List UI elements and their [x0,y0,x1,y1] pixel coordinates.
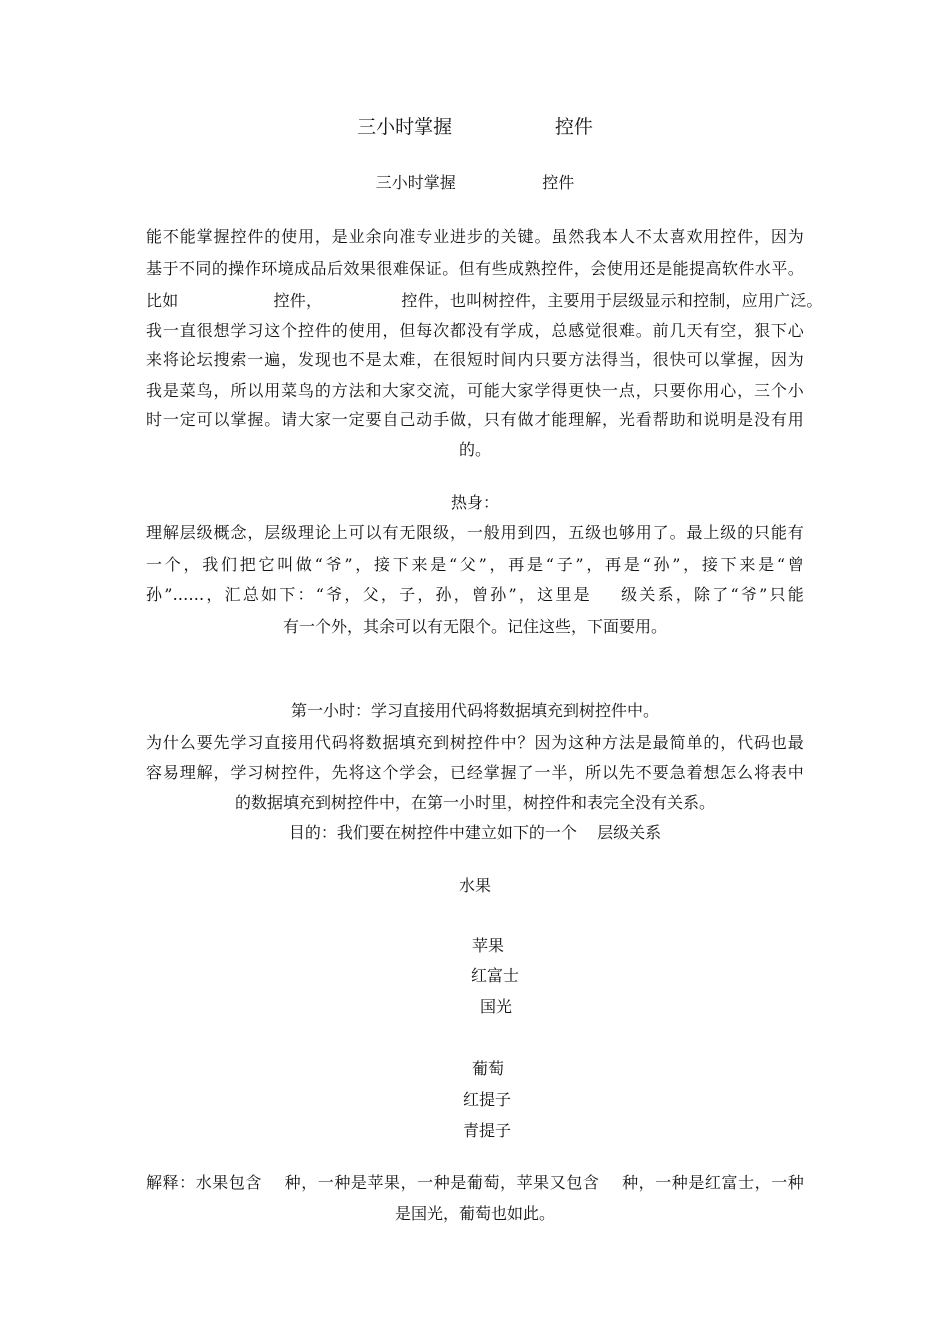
tree-item-apple: 苹果 [471,936,504,955]
explanation-line: 解释：水果包含 种，一种是苹果，一种是葡萄，苹果又包含 种，一种是红富士，一种 [146,1173,804,1192]
hour1-last-line: 的数据填充到树控件中，在第一小时里，树控件和表完全没有关系。 [234,793,715,812]
document-subtitle: 三小时掌握 控件 [375,173,575,192]
tree-root-item: 水果 [458,876,491,895]
document-title: 三小时掌握 控件 [357,116,593,138]
hour1-line: 容易理解，学习树控件，先将这个学会，已经掌握了一半，所以先不要急着想怎么将表中 [146,763,804,782]
hour1-goal: 目的：我们要在树控件中建立如下的一个 层级关系 [288,823,662,842]
tree-item-red-globe: 红提子 [462,1090,511,1109]
explanation-last-line: 是国光，葡萄也如此。 [394,1204,555,1223]
tree-item-guoguang: 国光 [479,997,512,1016]
intro-line: 来将论坛搜索一遍，发现也不是太难，在很短时间内只要方法得当，很快可以掌握，因为 [146,350,804,369]
intro-line: 基于不同的操作环境成品后效果很难保证。但有些成熟控件，会使用还是能提高软件水平。 [146,259,804,278]
hour1-heading: 第一小时：学习直接用代码将数据填充到树控件中。 [290,701,659,720]
warmup-heading: 热身： [450,493,499,512]
warmup-line: 一个，我们把它叫做“爷”，接下来是“父”，再是“子”，再是“孙”，接下来是“曾 [146,555,804,574]
intro-last-line: 的。 [458,440,491,459]
hour1-line: 为什么要先学习直接用代码将数据填充到树控件中？因为这种方法是最简单的，代码也最 [146,733,804,752]
intro-line: 我一直很想学习这个控件的使用，但每次都没有学成，总感觉很难。前几天有空，狠下心 [146,321,804,340]
intro-line: 能不能掌握控件的使用，是业余向准专业进步的关键。虽然我本人不太喜欢用控件，因为 [146,227,804,246]
intro-line: 我是菜鸟，所以用菜鸟的方法和大家交流，可能大家学得更快一点，只要你用心，三个小 [146,381,804,400]
tree-item-red-fuji: 红富士 [470,966,519,985]
intro-line: 比如 控件， 控件，也叫树控件，主要用于层级显示和控制，应用广泛。 [146,291,823,310]
tree-item-green-grape: 青提子 [462,1121,511,1140]
warmup-line: 孙”......，汇总如下：“爷，父，子，孙，曾孙”，这里是 级关系，除了“爷”只能 [146,585,804,604]
intro-line: 时一定可以掌握。请大家一定要自己动手做，只有做才能理解，光看帮助和说明是没有用 [146,410,804,429]
warmup-last-line: 有一个外，其余可以有无限个。记住这些，下面要用。 [282,617,667,636]
tree-item-grape: 葡萄 [471,1059,504,1078]
warmup-line: 理解层级概念，层级理论上可以有无限级，一般用到四，五级也够用了。最上级的只能有 [146,523,804,542]
